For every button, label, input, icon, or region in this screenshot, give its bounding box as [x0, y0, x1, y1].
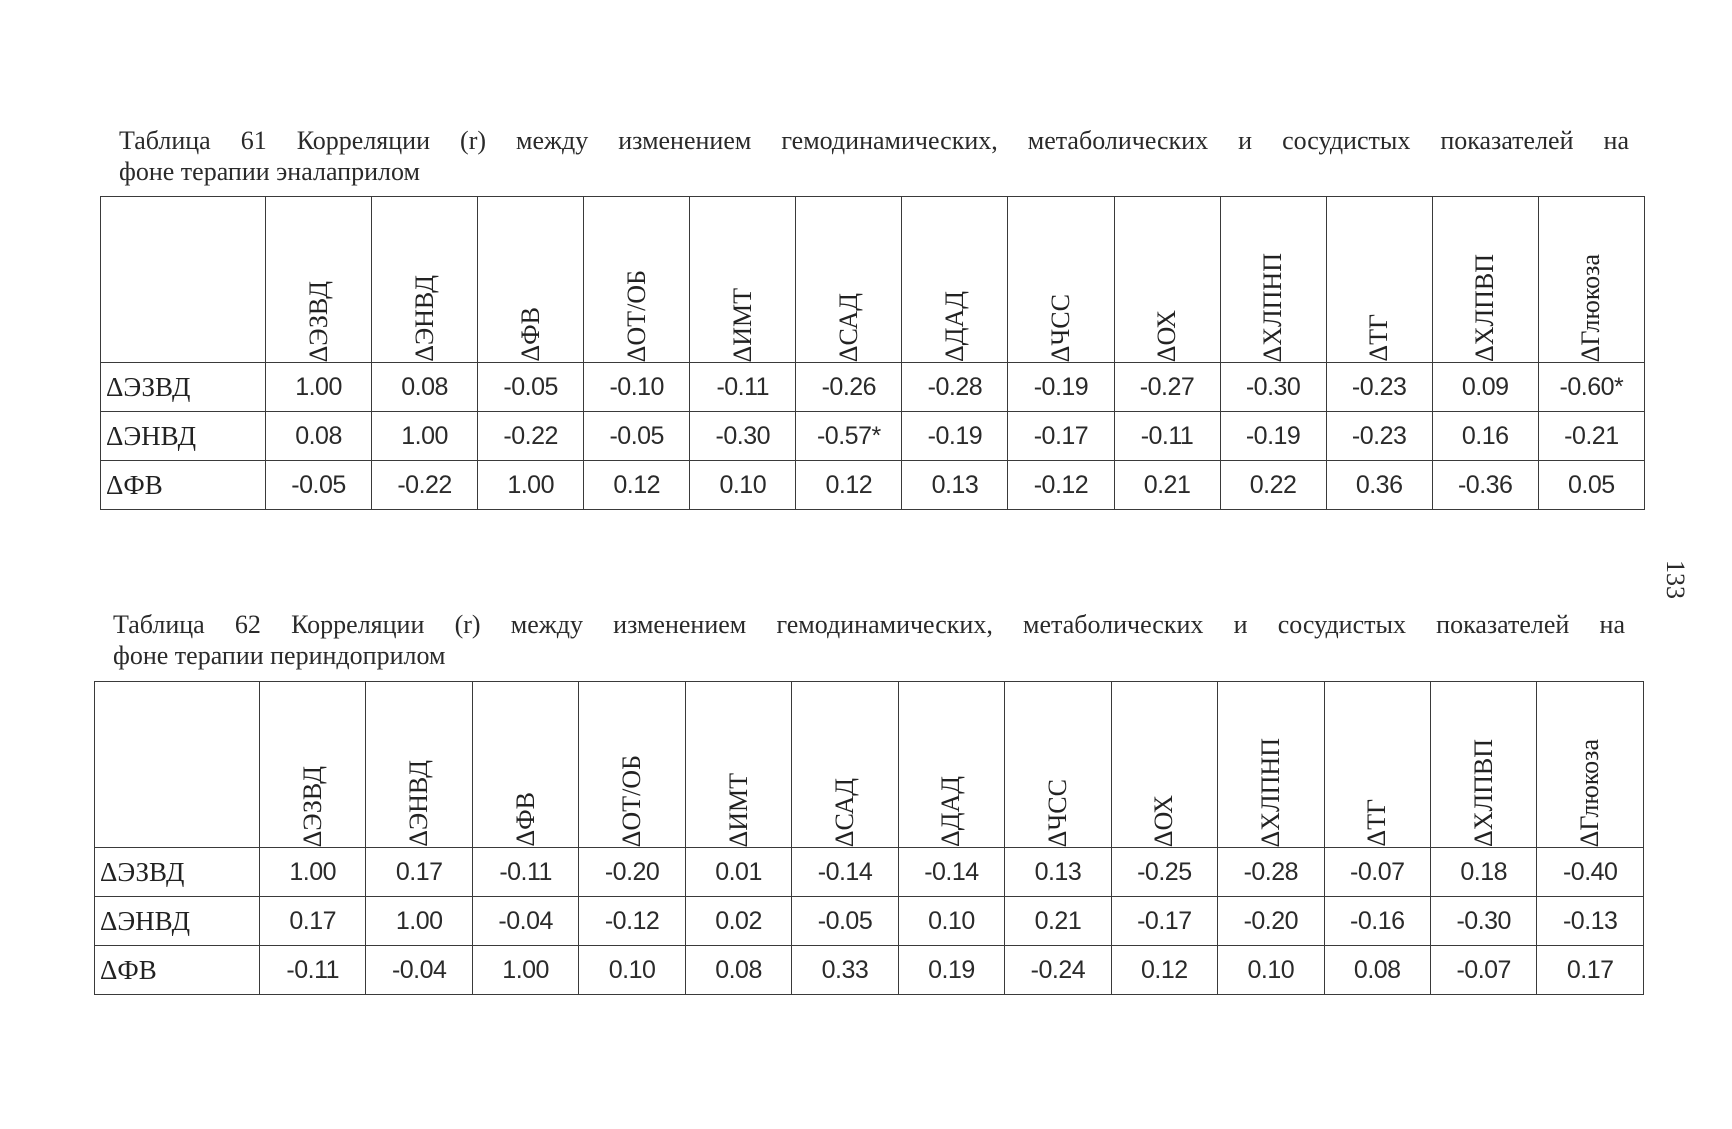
table-row	[95, 848, 1644, 897]
table-cell: 0.13	[902, 461, 1008, 510]
table-cell: 0.12	[796, 461, 902, 510]
table-cell: -0.11	[1114, 412, 1220, 461]
column-header	[1430, 682, 1536, 848]
column-header	[366, 682, 472, 848]
table-cell: 1.00	[478, 461, 584, 510]
table-cell: -0.23	[1326, 412, 1432, 461]
table-cell: 0.08	[372, 363, 478, 412]
row-label: ΔЭЗВД	[101, 363, 266, 412]
correlation-table-62	[94, 681, 1644, 995]
column-header-label: ΔЭНВД	[409, 275, 439, 362]
table-cell: -0.10	[584, 363, 690, 412]
caption-line: фоне терапии эналаприлом	[119, 157, 420, 186]
table-cell: -0.05	[792, 897, 898, 946]
table-cell: 1.00	[260, 848, 366, 897]
column-header-label: ΔХЛПВП	[1468, 738, 1498, 847]
column-header	[1111, 682, 1217, 848]
column-header	[1324, 682, 1430, 848]
corner-cell	[95, 682, 260, 848]
column-header	[266, 197, 372, 363]
column-header-label: ΔХЛПНП	[1258, 252, 1288, 362]
table-cell: 0.36	[1326, 461, 1432, 510]
column-header	[372, 197, 478, 363]
table-cell: 0.08	[1324, 946, 1430, 995]
table-row	[101, 363, 1645, 412]
column-header	[260, 682, 366, 848]
column-header	[1538, 197, 1644, 363]
caption-line: фоне терапии периндоприлом	[113, 641, 446, 670]
table-cell: 0.17	[366, 848, 472, 897]
column-header	[1432, 197, 1538, 363]
table-61-caption	[119, 125, 1629, 187]
table-cell: -0.19	[1220, 412, 1326, 461]
table-cell: -0.16	[1324, 897, 1430, 946]
table-cell: -0.07	[1430, 946, 1536, 995]
column-header	[584, 197, 690, 363]
table-cell: 0.12	[1111, 946, 1217, 995]
column-header-label: ΔОХ	[1152, 309, 1182, 362]
table-cell: -0.28	[902, 363, 1008, 412]
table-cell: -0.21	[1538, 412, 1644, 461]
table-cell: 0.22	[1220, 461, 1326, 510]
table-cell: -0.30	[1430, 897, 1536, 946]
table-row	[101, 461, 1645, 510]
row-label: ΔФВ	[95, 946, 260, 995]
column-header-label: ΔДАД	[936, 776, 966, 847]
column-header-label: ΔТГ	[1364, 314, 1394, 362]
column-header-label: ΔОТ/ОБ	[617, 754, 647, 847]
table-cell: 0.12	[584, 461, 690, 510]
table-cell: 0.19	[898, 946, 1004, 995]
column-header-label: ΔОТ/ОБ	[621, 269, 651, 362]
table-row	[95, 897, 1644, 946]
table-cell: -0.12	[579, 897, 685, 946]
table-cell: -0.14	[898, 848, 1004, 897]
table-cell: 0.21	[1114, 461, 1220, 510]
table-cell: 0.21	[1005, 897, 1111, 946]
column-header-label: ΔЭЗВД	[303, 280, 333, 362]
caption-line: Таблица 61 Корреляции (r) между изменением гемодинамических, метаболических и сосудистых показателей на	[119, 126, 1629, 155]
row-label: ΔЭНВД	[101, 412, 266, 461]
table-cell: -0.05	[478, 363, 584, 412]
table-cell: 0.10	[690, 461, 796, 510]
table-cell: -0.24	[1005, 946, 1111, 995]
correlation-table-61	[100, 196, 1645, 510]
column-header-label: ΔИМТ	[727, 287, 757, 362]
page-number: 133	[1661, 560, 1690, 599]
row-label: ΔФВ	[101, 461, 266, 510]
column-header-label: ΔФВ	[515, 307, 545, 362]
column-header-label: ΔХЛПНП	[1255, 737, 1285, 847]
table-cell: -0.36	[1432, 461, 1538, 510]
table-cell: -0.19	[902, 412, 1008, 461]
table-cell: -0.17	[1111, 897, 1217, 946]
table-cell: 0.02	[685, 897, 791, 946]
table-cell: -0.20	[1218, 897, 1324, 946]
table-cell: 0.08	[685, 946, 791, 995]
table-cell: -0.60*	[1538, 363, 1644, 412]
table-cell: 1.00	[366, 897, 472, 946]
column-header	[1326, 197, 1432, 363]
column-header-label: ΔЧСС	[1045, 293, 1075, 362]
table-62-caption	[113, 609, 1625, 671]
column-header-label: ΔСАД	[833, 292, 863, 362]
table-row	[101, 412, 1645, 461]
column-header	[792, 682, 898, 848]
caption-line: Таблица 62 Корреляции (r) между изменением гемодинамических, метаболических и сосудистых показателей на	[113, 610, 1625, 639]
table-cell: -0.40	[1537, 848, 1644, 897]
table-cell: -0.04	[472, 897, 578, 946]
table-cell: -0.28	[1218, 848, 1324, 897]
table-cell: -0.30	[690, 412, 796, 461]
table-cell: 0.13	[1005, 848, 1111, 897]
column-header-label: ΔДАД	[939, 291, 969, 362]
column-header-label: ΔЧСС	[1042, 778, 1072, 847]
table-cell: -0.30	[1220, 363, 1326, 412]
column-header-label: ΔЭНВД	[404, 760, 434, 847]
table-cell: 0.16	[1432, 412, 1538, 461]
column-header-label: ΔТГ	[1362, 799, 1392, 847]
row-label: ΔЭЗВД	[95, 848, 260, 897]
table-cell: -0.05	[584, 412, 690, 461]
table-cell: -0.05	[266, 461, 372, 510]
table-cell: 0.05	[1538, 461, 1644, 510]
row-label: ΔЭНВД	[95, 897, 260, 946]
table-cell: -0.11	[260, 946, 366, 995]
column-header	[690, 197, 796, 363]
header-row	[101, 197, 1645, 363]
table-cell: -0.14	[792, 848, 898, 897]
table-cell: -0.25	[1111, 848, 1217, 897]
corner-cell	[101, 197, 266, 363]
table-cell: -0.04	[366, 946, 472, 995]
table-cell: -0.20	[579, 848, 685, 897]
table-cell: 0.17	[260, 897, 366, 946]
table-cell: 1.00	[372, 412, 478, 461]
column-header-label: ΔХЛПВП	[1470, 253, 1500, 362]
column-header	[1220, 197, 1326, 363]
column-header-label: ΔГлюкоза	[1575, 738, 1605, 847]
table-cell: -0.11	[472, 848, 578, 897]
table-cell: 0.10	[579, 946, 685, 995]
column-header	[898, 682, 1004, 848]
column-header-label: ΔЭЗВД	[297, 765, 327, 847]
column-header	[1114, 197, 1220, 363]
column-header	[1008, 197, 1114, 363]
column-header	[478, 197, 584, 363]
table-cell: -0.11	[690, 363, 796, 412]
table-cell: -0.26	[796, 363, 902, 412]
table-row	[95, 946, 1644, 995]
table-cell: 0.10	[1218, 946, 1324, 995]
table-cell: -0.23	[1326, 363, 1432, 412]
column-header-label: ΔСАД	[829, 777, 859, 847]
table-cell: 0.01	[685, 848, 791, 897]
column-header-label: ΔОХ	[1149, 794, 1179, 847]
table-cell: 1.00	[266, 363, 372, 412]
table-cell: -0.19	[1008, 363, 1114, 412]
column-header	[472, 682, 578, 848]
table-cell: -0.17	[1008, 412, 1114, 461]
column-header-label: ΔИМТ	[723, 772, 753, 847]
column-header	[796, 197, 902, 363]
table-cell: 1.00	[472, 946, 578, 995]
column-header-label: ΔГлюкоза	[1576, 253, 1606, 362]
table-cell: 0.08	[266, 412, 372, 461]
column-header	[1005, 682, 1111, 848]
table-cell: -0.27	[1114, 363, 1220, 412]
column-header	[902, 197, 1008, 363]
table-cell: -0.57*	[796, 412, 902, 461]
table-cell: -0.12	[1008, 461, 1114, 510]
table-cell: 0.18	[1430, 848, 1536, 897]
table-cell: 0.33	[792, 946, 898, 995]
table-cell: -0.22	[478, 412, 584, 461]
table-cell: -0.22	[372, 461, 478, 510]
table-cell: -0.13	[1537, 897, 1644, 946]
table-cell: 0.10	[898, 897, 1004, 946]
header-row	[95, 682, 1644, 848]
table-cell: 0.09	[1432, 363, 1538, 412]
table-cell: 0.17	[1537, 946, 1644, 995]
column-header	[579, 682, 685, 848]
table-cell: -0.07	[1324, 848, 1430, 897]
column-header-label: ΔФВ	[510, 792, 540, 847]
column-header	[1537, 682, 1644, 848]
column-header	[1218, 682, 1324, 848]
column-header	[685, 682, 791, 848]
